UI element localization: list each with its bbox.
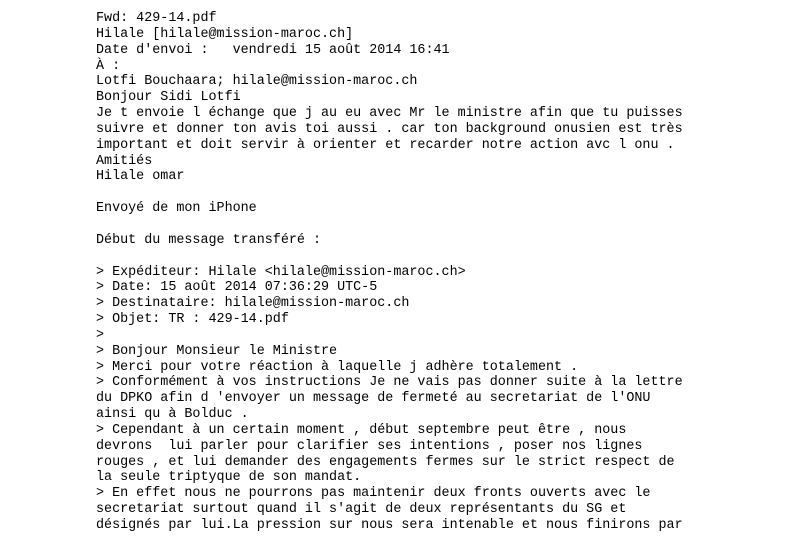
email-line <box>96 185 801 201</box>
email-line: Hilale [hilale@mission-maroc.ch] <box>96 26 354 42</box>
email-line: suivre et donner ton avis toi aussi . car ton background onusien est très <box>96 121 683 137</box>
email-line: > En effet nous ne pourrons pas maintenir deux fronts ouverts avec le <box>96 486 651 502</box>
email-line: Je t envoie l échange que j au eu avec Mr le ministre afin que tu puisses <box>96 106 683 122</box>
email-line: > Conformément à vos instructions Je ne vais pas donner suite à la lettre <box>96 375 683 391</box>
email-line: Bonjour Sidi Lotfi <box>96 90 241 106</box>
email-line: > Expéditeur: Hilale <hilale@mission-maroc.ch> <box>96 264 466 280</box>
email-line: > Objet: TR : 429-14.pdf <box>96 312 289 328</box>
email-line: > Destinataire: hilale@mission-maroc.ch <box>96 296 410 312</box>
email-line <box>96 217 801 233</box>
email-line: la seule triptyque de son mandat. <box>96 470 362 486</box>
email-document <box>96 11 801 534</box>
email-line: du DPKO afin d 'envoyer un message de fermeté au secretariat de l'ONU <box>96 391 651 407</box>
email-line: Hilale omar <box>96 169 185 185</box>
email-line: Début du message transféré : <box>96 232 321 248</box>
email-line <box>96 249 801 265</box>
email-line: > Merci pour votre réaction à laquelle j adhère totalement . <box>96 359 579 375</box>
email-line: rouges , et lui demander des engagements fermes sur le strict respect de <box>96 454 675 470</box>
email-line: Amitiés <box>96 153 153 169</box>
email-line: Fwd: 429-14.pdf <box>96 11 217 26</box>
email-line: ainsi qu à Bolduc . <box>96 407 249 423</box>
email-line: À : <box>96 58 121 74</box>
email-line: > <box>96 327 105 343</box>
email-line: > Cependant à un certain moment , début septembre peut être , nous <box>96 422 627 438</box>
email-line: secretariat surtout quand il s'agit de deux représentants du SG et <box>96 502 627 518</box>
email-line: > Bonjour Monsieur le Ministre <box>96 343 338 359</box>
email-line: important et doit servir à orienter et recarder notre action avc l onu . <box>96 137 675 153</box>
email-line: devrons lui parler pour clarifier ses intentions , poser nos lignes <box>96 438 643 454</box>
email-line: désignés par lui.La pression sur nous sera intenable et nous finirons par <box>96 518 683 533</box>
email-line: > Date: 15 août 2014 07:36:29 UTC-5 <box>96 280 378 296</box>
email-line: Date d'envoi : vendredi 15 août 2014 16:41 <box>96 42 450 58</box>
email-line: Lotfi Bouchaara; hilale@mission-maroc.ch <box>96 74 418 90</box>
email-line: Envoyé de mon iPhone <box>96 201 257 217</box>
